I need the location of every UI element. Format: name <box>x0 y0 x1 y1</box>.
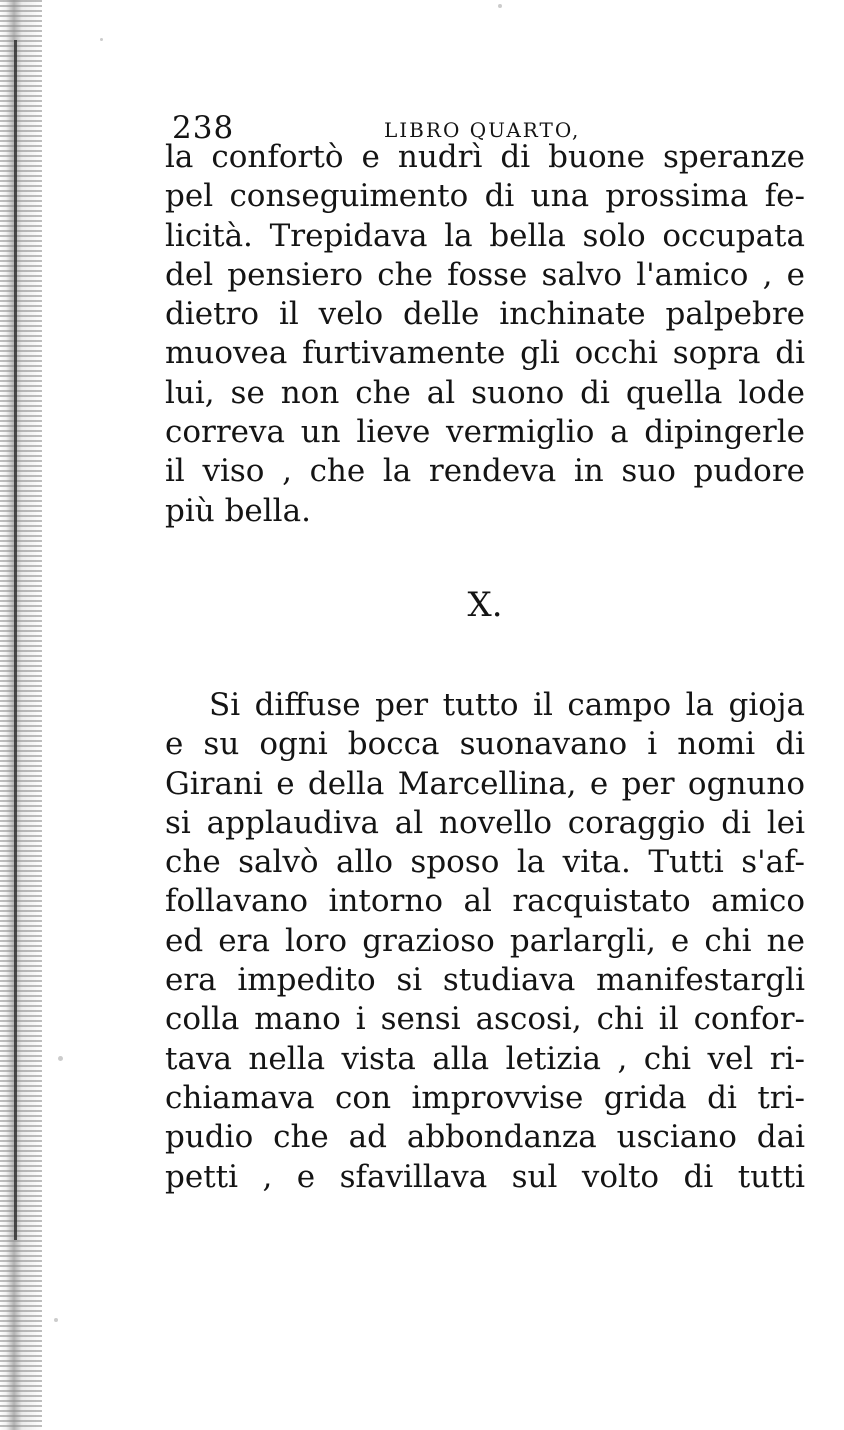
section-heading: X. <box>467 585 503 625</box>
text-line: Si diffuse per tutto il campo la gioja <box>209 687 805 723</box>
text-line: pel conseguimento di una prossima fe- <box>165 178 805 215</box>
binding-shadow-line <box>14 40 17 1240</box>
paper-speck <box>498 4 502 8</box>
text-line: tava nella vista alla letizia , chi vel ri- <box>165 1040 805 1077</box>
paper-speck <box>58 1056 63 1061</box>
text-line: pudio che ad abbondanza usciano dai <box>165 1119 805 1156</box>
text-line: la confortò e nudrì di buone speranze <box>165 139 805 175</box>
text-line: ed era loro grazioso parlargli, e chi ne <box>165 922 805 959</box>
text-line: il viso , che la rendeva in suo pudore <box>165 453 805 490</box>
text-line: lui, se non che al suono di quella lode <box>165 374 805 411</box>
page-binding-edge <box>0 0 42 1430</box>
text-line: colla mano i sensi ascosi, chi il confor- <box>165 1001 805 1038</box>
text-line: del pensiero che fosse salvo l'amico , e <box>165 256 805 293</box>
running-head: LIBRO QUARTO, <box>384 118 581 142</box>
text-line: petti , e sfavillava sul volto di tutti <box>165 1158 805 1195</box>
text-line: dietro il velo delle inchinate palpebre <box>165 296 805 333</box>
text-line: Girani e della Marcellina, e per ognuno <box>165 765 805 802</box>
text-line: che salvò allo sposo la vita. Tutti s'af- <box>165 844 805 881</box>
page-number: 238 <box>172 110 235 146</box>
text-line: e su ogni bocca suonavano i nomi di <box>165 726 805 763</box>
paper-speck <box>100 38 103 41</box>
paper-speck <box>54 1318 58 1322</box>
text-line: muovea furtivamente gli occhi sopra di <box>165 335 805 372</box>
text-line: licità. Trepidava la bella solo occupata <box>165 217 805 254</box>
text-line: correva un lieve vermiglio a dipingerle <box>165 414 805 451</box>
paragraph-2 <box>165 686 805 1197</box>
text-line: più bella. <box>165 492 311 529</box>
text-line: si applaudiva al novello coraggio di lei <box>165 804 805 841</box>
text-line: follavano intorno al racquistato amico <box>165 883 805 920</box>
paragraph-1 <box>165 138 805 531</box>
text-line: era impedito si studiava manifestargli <box>165 962 805 999</box>
text-line: chiamava con improvvise grida di tri- <box>165 1079 805 1116</box>
